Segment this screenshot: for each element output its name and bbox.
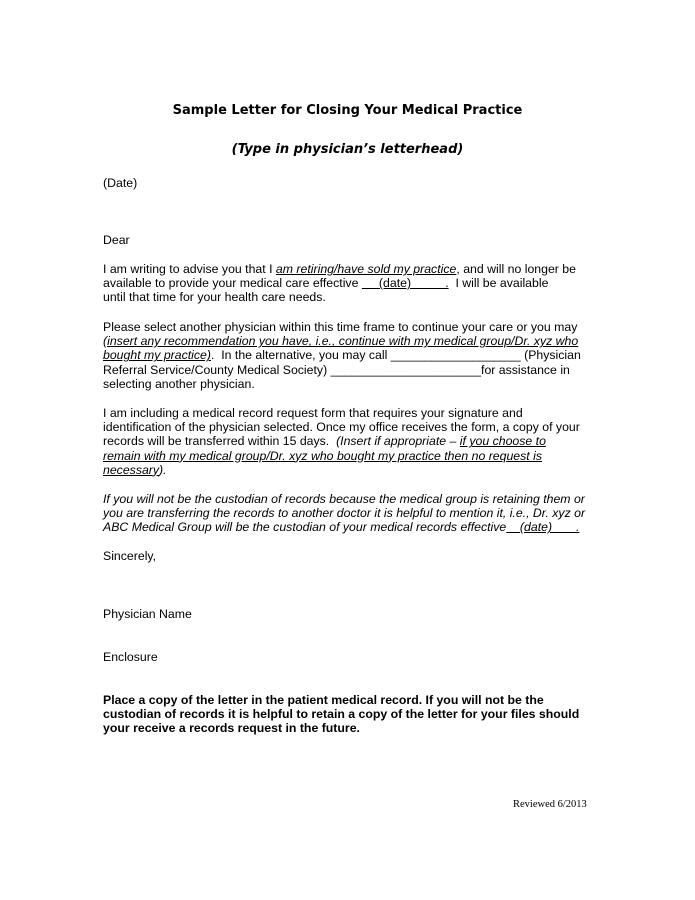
letterhead-placeholder: (Type in physician’s letterhead)	[231, 142, 464, 157]
paragraph-custodian	[103, 492, 598, 535]
paragraph-line: ABC Medical Group will be the custodian of your medical records effective (date) .	[103, 520, 580, 535]
paragraph-line: If you will not be the custodian of records because the medical group is retaining them or	[103, 492, 585, 506]
salutation: Dear	[103, 233, 130, 247]
recommendation-text: bought my practice)	[103, 348, 211, 363]
paragraph-record-request	[103, 406, 598, 477]
custodian-date-blank: (date) .	[506, 520, 580, 535]
note-line: your receive a records request in the future.	[103, 721, 360, 736]
paragraph-line: available to provide your medical care effective (date) . I will be available	[103, 276, 549, 291]
enclosure-line: Enclosure	[103, 650, 158, 664]
conditional-text: remain with my medical group/Dr. xyz who bought my practice then no request is	[103, 448, 543, 463]
retiring-option-text: am retiring/have sold my practice	[275, 262, 457, 276]
paragraph-line: records will be transferred within 15 days. (Insert if appropriate – if you choose to	[103, 434, 546, 449]
note-line: custodian of records it is helpful to retain a copy of the letter for your files should	[103, 707, 580, 722]
paragraph-line: bought my practice). In the alternative, you may call ___________________ (Physician	[103, 348, 581, 363]
date-line: (Date)	[103, 176, 138, 190]
paragraph-line: selecting another physician.	[103, 376, 255, 391]
paragraph-line: I am writing to advise you that I am retiring/have sold my practice, and will no longer be	[103, 262, 576, 276]
filing-instruction-note	[103, 693, 598, 736]
paragraph-line: I am including a medical record request form that requires your signature and	[103, 406, 523, 420]
physician-name: Physician Name	[103, 607, 192, 621]
paragraph-select-physician	[103, 320, 598, 391]
paragraph-line: Please select another physician within this time frame to continue your care or you may	[103, 320, 578, 334]
document-title: Sample Letter for Closing Your Medical Practice	[172, 103, 523, 118]
effective-date-blank: (date) .	[361, 276, 449, 291]
paragraph-line: Referral Service/County Medical Society) ______________________for assistance in	[103, 362, 570, 377]
sign-off: Sincerely,	[103, 549, 157, 563]
paragraph-line: necessary).	[103, 462, 167, 477]
paragraph-line: until that time for your health care needs.	[103, 290, 326, 305]
reviewed-date: Reviewed 6/2013	[513, 799, 587, 810]
paragraph-line: identification of the physician selected. Once my office receives the form, a copy of your	[103, 420, 580, 435]
paragraph-line: you are transferring the records to another doctor it is helpful to mention it, i.e., Dr. xyz or	[103, 506, 586, 521]
paragraph-retirement-notice	[103, 262, 598, 305]
note-line: Place a copy of the letter in the patient medical record. If you will not be the	[103, 693, 544, 707]
recommendation-text: (insert any recommendation you have, i.e., continue with my medical group/Dr. xyz who	[103, 334, 579, 349]
